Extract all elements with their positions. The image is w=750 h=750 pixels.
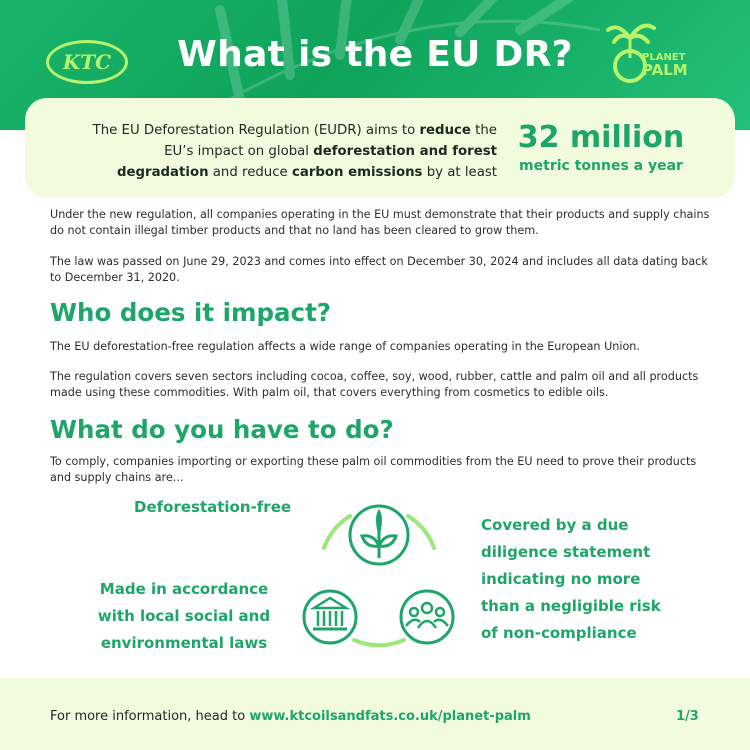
page-indicator: 1/3 <box>676 709 699 724</box>
intro-text <box>73 120 497 183</box>
intro-emphasis: carbon emissions <box>291 165 423 180</box>
point-deforestation-free: Deforestation-free <box>134 498 292 516</box>
footer-website-link[interactable]: www.ktcoilsandfats.co.uk/planet-palm <box>249 709 531 724</box>
impact-heading: Who does it impact? <box>50 298 332 327</box>
intro-text-part: the EU’s impact on global <box>164 123 497 159</box>
point-local-laws: Made in accordance with local social and environmental laws <box>97 580 271 652</box>
intro-emphasis: reduce <box>419 123 471 138</box>
law-dates-paragraph: The law was passed on June 29, 2023 and comes into effect on December 30, 2024 and includes all data dating back to December 31, 2020. <box>50 255 708 284</box>
compliance-cycle-diagram <box>296 490 461 655</box>
intro-text-part: The EU Deforestation Regulation (EUDR) aims to <box>92 123 420 138</box>
footer <box>0 678 750 750</box>
page-title: What is the EU DR? <box>177 34 573 75</box>
brand-line-2: PALM <box>642 61 688 79</box>
intro-card <box>25 98 735 198</box>
point-due-diligence: Covered by a due diligence statement indicating no more than a negligible risk of non-compliance <box>481 516 661 642</box>
government-building-icon <box>304 591 356 643</box>
brand-line-1: PLANET <box>642 52 686 63</box>
intro-emphasis: deforestation and forest degradation <box>116 144 497 180</box>
planet-palm-wordmark <box>642 52 688 77</box>
sprout-icon <box>350 506 408 564</box>
stat-value: 32 million <box>517 120 685 155</box>
community-people-icon <box>401 591 453 643</box>
ktc-logo-text: KTC <box>62 50 112 74</box>
impact-paragraph-2: The regulation covers seven sectors including cocoa, coffee, soy, wood, rubber, cattle and palm oil and all products made using these commodities. With palm oil, that covers everything from cosmetics to edible oils. <box>50 370 699 399</box>
regulation-paragraph: Under the new regulation, all companies operating in the EU must demonstrate that their products and supply chains do not contain illegal timber products and that no land has been cleared to grow them. <box>50 208 710 237</box>
footer-text <box>50 709 531 724</box>
impact-paragraph-1: The EU deforestation-free regulation affects a wide range of companies operating in the European Union. <box>50 340 640 353</box>
todo-heading: What do you have to do? <box>50 415 394 444</box>
stat-unit: metric tonnes a year <box>519 158 683 174</box>
emissions-stat <box>495 120 707 174</box>
planet-palm-logo <box>606 18 706 88</box>
footer-lead: For more information, head to <box>50 709 250 724</box>
intro-text-part: and reduce <box>208 165 292 180</box>
intro-text-part: by at least <box>422 165 497 180</box>
todo-intro: To comply, companies importing or exporting these palm oil commodities from the EU need to prove their products and supply chains are... <box>50 455 697 484</box>
